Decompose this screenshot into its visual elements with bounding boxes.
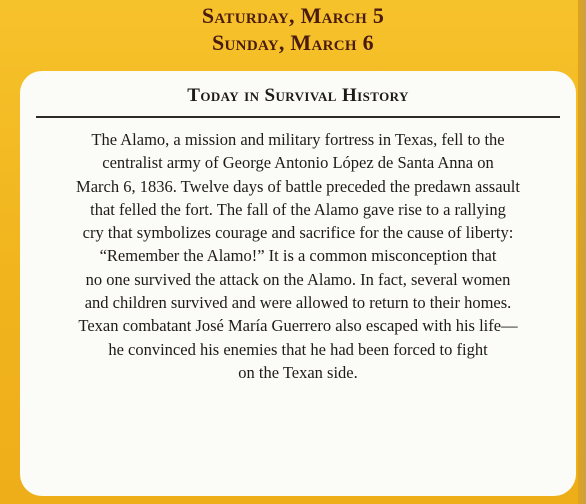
paragraph-line: on the Texan side. [238, 362, 358, 382]
title-divider [36, 116, 560, 118]
paragraph-line: The Alamo, a mission and military fortress in Texas, fell to the [91, 130, 505, 149]
paragraph-line: Texan combatant José María Guerrero also escaped with his life— [78, 316, 518, 336]
paragraph-line: cry that symbolizes courage and sacrifice for the cause of liberty: [82, 223, 514, 243]
page-edge [578, 0, 586, 504]
paragraph-line: that felled the fort. The fall of the Alamo gave rise to a rallying [90, 199, 506, 219]
paragraph-line: “Remember the Alamo!” It is a common misconception that [99, 246, 497, 266]
history-paragraph [34, 128, 562, 384]
paragraph-line: and children survived and were allowed to return to their homes. [84, 293, 512, 313]
date-header [0, 2, 586, 56]
date-line-sunday: Sunday, March 6 [212, 30, 374, 55]
card-title: Today in Survival History [187, 85, 409, 106]
date-line-saturday: Saturday, March 5 [201, 3, 385, 28]
paragraph-line: March 6, 1836. Twelve days of battle preceded the predawn assault [76, 176, 520, 196]
history-card [20, 71, 576, 496]
paragraph-line: no one survived the attack on the Alamo. In fact, several women [85, 269, 511, 289]
paragraph-line: he convinced his enemies that he had been forced to fight [108, 339, 488, 359]
paragraph-line: centralist army of George Antonio López de Santa Anna on [102, 153, 494, 173]
